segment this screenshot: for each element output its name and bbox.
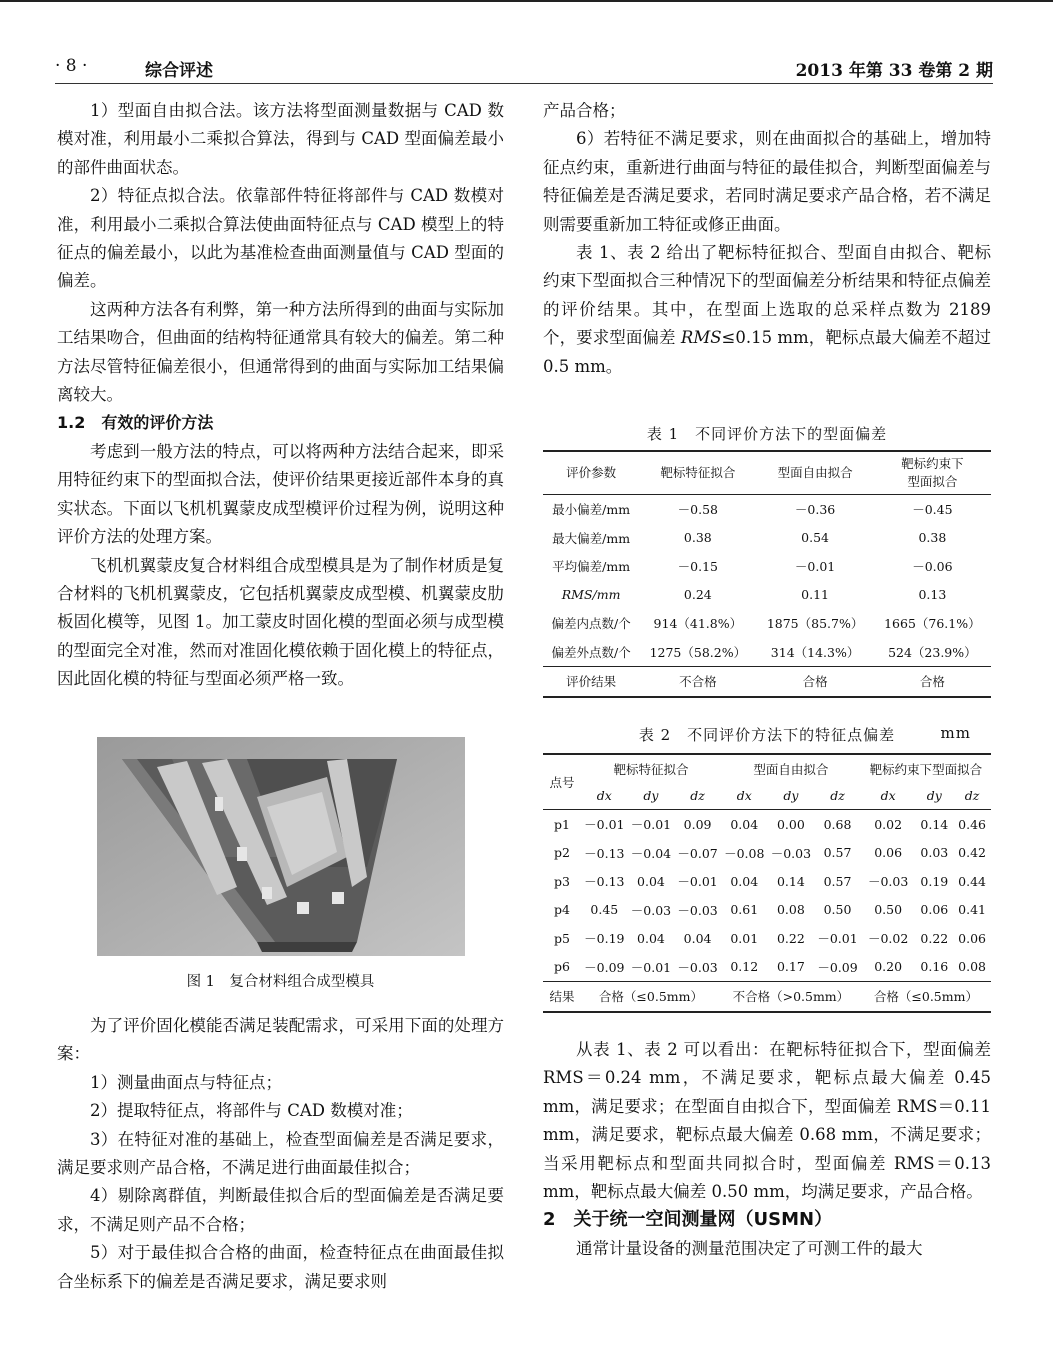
table-cell: 0.44 (958, 873, 987, 889)
table-row (543, 609, 991, 638)
table-cell: 524（23.9%） (888, 644, 977, 660)
paragraph: 飞机机翼蒙皮复合材料组合成型模具是为了制作材质是复合材料的飞机机翼蒙皮，它包括机翼蒙皮成型模、机翼蒙皮肋板固化模等，见图 1。加工蒙皮时固化模的型面必须与成型模的型面完全对准，然而对准固化模依赖于固化模上的特征点，因此固化模的特征与型面必须严格一致。 (57, 555, 504, 689)
table-cell: 0.01 (730, 930, 759, 946)
table-cell: 偏差内点数/个 (551, 616, 631, 632)
table-subheader: dz (674, 782, 721, 810)
left-column-lower (57, 1012, 504, 1296)
table-cell: －0.08 (724, 845, 765, 861)
table-cell: 0.04 (730, 873, 759, 889)
table-row (543, 667, 991, 697)
table-cell: RMS/mm (561, 587, 621, 603)
table-cell: 0.45 (590, 902, 619, 918)
table-cell: 0.22 (776, 930, 805, 946)
table-2-block (543, 724, 991, 1013)
text-run: ≤0.15 mm，靶标点最大偏差不超过 0.5 mm。 (543, 328, 991, 376)
table-cell: －0.36 (794, 502, 836, 518)
table-header: 评价参数 (543, 451, 639, 495)
table-cell: 0.12 (730, 959, 759, 975)
table-caption (543, 724, 991, 745)
table-cell: 0.03 (920, 845, 949, 861)
table-cell: 0.02 (874, 816, 903, 832)
table-row (543, 982, 991, 1012)
table-header: 点号 (543, 754, 581, 810)
table-cell: 0.06 (874, 845, 903, 861)
journal-issue: 2013 年第 33 卷第 2 期 (795, 61, 993, 81)
table-cell: 0.04 (730, 816, 759, 832)
table-cell: －0.01 (630, 817, 672, 833)
table-cell: －0.03 (630, 902, 672, 918)
paragraph (543, 239, 991, 381)
table-cell: －0.45 (912, 502, 953, 518)
table-cell: p5 (554, 930, 570, 946)
table-cell: －0.19 (584, 931, 625, 947)
table-cell: 0.61 (730, 902, 759, 918)
list-item: 5）对于最佳拟合合格的曲面，检查特征点在曲面最佳拟合坐标系下的偏差是否满足要求，满足要求则 (57, 1243, 504, 1291)
table-row (543, 638, 991, 667)
list-item: 4）剔除离群值，判断最佳拟合后的型面偏差是否满足要求，不满足则产品不合格； (57, 1186, 504, 1234)
table-cell: 1275（58.2%） (649, 644, 747, 660)
table-cell: －0.58 (677, 502, 719, 518)
paragraph: 从表 1、表 2 可以看出：在靶标特征拟合下，型面偏差 RMS＝0.24 mm，不满足要求，靶标点最大偏差 0.45 mm，满足要求；在型面自由拟合下，型面偏差 RMS＝0.11 mm，满足要求，靶标点最大偏差 0.68 mm，不满足要求；当采用靶标点和型面共同拟合时，型面偏差 RMS＝0.13 mm，靶标点最大偏差 0.50 mm，均满足要求，产品合格。 (543, 1040, 991, 1202)
top-rule (0, 0, 1053, 2)
caption-text: 表 2 不同评价方法下的特征点偏差 (638, 726, 896, 744)
table-unit: mm (940, 724, 971, 742)
table-subheader: dy (915, 782, 953, 810)
table-row (543, 839, 991, 868)
table-row (543, 867, 991, 896)
table-cell: 0.50 (874, 902, 903, 918)
table-cell: －0.01 (630, 959, 672, 975)
table-cell: 0.38 (683, 530, 712, 546)
table-cell: 最大偏差/mm (552, 530, 631, 546)
table-cell: 0.06 (958, 930, 987, 946)
table-cell: 1875（85.7%） (766, 616, 864, 632)
table-cell: －0.03 (677, 902, 718, 918)
right-column (543, 97, 991, 381)
table-cell: －0.01 (677, 874, 718, 890)
table-cell: －0.13 (584, 874, 625, 890)
table-cell: 0.24 (683, 587, 712, 603)
table-cell: 0.08 (958, 959, 987, 975)
table-cell: －0.06 (912, 559, 953, 575)
table-subheader: dz (953, 782, 991, 810)
list-item: 3）在特征对准的基础上，检查型面偏差是否满足要求，满足要求则产品合格，不满足进行曲面最佳拟合； (57, 1129, 504, 1178)
table-cell: p1 (554, 816, 570, 832)
table-cell: 0.14 (920, 816, 949, 832)
figure-caption: 图 1 复合材料组合成型模具 (186, 974, 375, 990)
table-cell: 0.14 (776, 873, 805, 889)
table-row (543, 896, 991, 925)
table-cell: 偏差外点数/个 (551, 644, 631, 660)
table-cell: 合格（≤0.5mm） (581, 982, 721, 1012)
table-cell: 0.04 (683, 930, 712, 946)
table-cell: 0.22 (920, 930, 949, 946)
table-1-block (543, 423, 991, 698)
paragraph: 这两种方法各有利弊，第一种方法所得到的曲面与实际加工结果吻合，但曲面的结构特征通常具有较大的偏差。第二种方法尽管特征偏差很小，但通常得到的曲面与实际加工结果偏离较大。 (57, 299, 504, 405)
table-cell: 不合格 (639, 667, 756, 697)
table-cell: －0.03 (867, 874, 909, 890)
table-caption: 表 1 不同评价方法下的型面偏差 (646, 425, 888, 443)
table-subheader: dy (628, 782, 675, 810)
table-header: 型面自由拟合 (756, 451, 873, 495)
page-header (55, 56, 993, 84)
table-cell: 平均偏差/mm (552, 559, 631, 575)
table-cell: －0.01 (817, 931, 858, 947)
table-cell: 0.09 (683, 816, 712, 832)
paragraph: 2）特征点拟合法。依靠部件特征将部件与 CAD 数模对准，利用最小二乘拟合算法使曲面特征点与 CAD 模型上的特征点的偏差最小，以此为基准检查曲面测量值与 CAD 型面的偏差。 (57, 186, 504, 291)
mold-illustration (97, 737, 465, 956)
table-cell: 0.04 (637, 930, 665, 946)
table-cell: 0.57 (823, 873, 852, 889)
table-cell: 1665（76.1%） (884, 616, 981, 632)
table-cell: －0.01 (794, 559, 836, 575)
table-subheader: dy (768, 782, 815, 810)
table-row (543, 581, 991, 610)
table-cell: 0.06 (920, 902, 949, 918)
table-row (543, 953, 991, 982)
table-cell: 914（41.8%） (653, 616, 743, 632)
section-heading: 1.2 有效的评价方法 (57, 413, 214, 433)
table-cell: p6 (554, 959, 570, 975)
table-2 (543, 753, 991, 1013)
text-run: 表 1、表 2 给出了靶标特征拟合、型面自由拟合、靶标约束下型面拟合三种情况下的型面偏差分析结果和特征点偏差的评价结果。其中，在型面上选取的总采样点数为 2189 个，要求型面偏差 (543, 243, 991, 348)
table-cell: 0.08 (776, 902, 805, 918)
table-cell: 0.38 (918, 530, 947, 546)
text-run: RMS (680, 328, 722, 348)
table-cell: 0.57 (823, 845, 852, 861)
list-item: 2）提取特征点，将部件与 CAD 数模对准； (90, 1101, 413, 1121)
table-cell: 0.00 (776, 816, 805, 832)
table-cell: －0.02 (867, 931, 909, 947)
paragraph: 为了评价固化模能否满足装配需求，可采用下面的处理方案： (57, 1016, 504, 1064)
table-cell: 0.11 (801, 587, 830, 603)
table-cell: 0.20 (874, 959, 903, 975)
table-subheader: dz (814, 782, 861, 810)
table-header: 型面自由拟合 (721, 754, 861, 782)
paragraph: 1）型面自由拟合法。该方法将型面测量数据与 CAD 数模对准，利用最小二乘拟合算法，得到与 CAD 型面偏差最小的部件曲面状态。 (57, 101, 504, 177)
table-cell: 最小偏差/mm (552, 502, 631, 518)
table-cell: 0.50 (823, 902, 852, 918)
table-cell: 不合格（>0.5mm） (721, 982, 861, 1012)
table-cell: 314（14.3%） (770, 644, 860, 660)
table-cell: p4 (554, 902, 570, 918)
paragraph: 产品合格； (543, 101, 626, 120)
right-column-lower (543, 1036, 991, 1263)
figure-mold-image (97, 737, 465, 956)
table-cell: 0.16 (920, 959, 949, 975)
table-cell: 评价结果 (543, 667, 639, 697)
table-cell: －0.03 (770, 845, 812, 861)
table-cell: －0.15 (677, 559, 719, 575)
left-column (57, 97, 504, 694)
table-cell: 合格 (874, 667, 991, 697)
table-cell: 0.19 (920, 873, 949, 889)
table-row (543, 552, 991, 581)
header-line: 型面拟合 (907, 474, 958, 489)
table-header: 靶标约束下型面拟合 (861, 754, 991, 782)
table-cell: －0.09 (817, 959, 858, 975)
paragraph: 6）若特征不满足要求，则在曲面拟合的基础上，增加特征点约束，重新进行曲面与特征的最佳拟合，判断型面偏差与特征偏差是否满足要求，若同时满足要求产品合格，若不满足则需要重新加工特征或修正曲面。 (543, 129, 991, 234)
table-cell: 0.41 (958, 902, 987, 918)
table-cell: －0.04 (630, 845, 672, 861)
table-cell: －0.01 (584, 817, 625, 833)
table-subheader: dx (721, 782, 768, 810)
table-cell: －0.13 (584, 845, 625, 861)
table-cell: 0.17 (776, 959, 805, 975)
table-header: 靶标特征拟合 (639, 451, 756, 495)
header-line: 靶标约束下 (901, 456, 964, 471)
table-cell: 0.54 (801, 530, 830, 546)
table-1 (543, 450, 991, 698)
table-row (543, 524, 991, 553)
table-header (874, 451, 991, 495)
header-rule (55, 83, 993, 84)
table-cell: p3 (554, 873, 570, 889)
table-cell: p2 (554, 845, 570, 861)
table-row (543, 495, 991, 524)
table-row (543, 810, 991, 839)
section-title: 综合评述 (145, 61, 213, 81)
table-cell: 0.42 (958, 845, 987, 861)
section-heading: 2 关于统一空间测量网（USMN） (543, 1209, 833, 1231)
table-cell: －0.09 (584, 959, 625, 975)
table-header: 靶标特征拟合 (581, 754, 721, 782)
table-subheader: dx (581, 782, 628, 810)
table-cell: －0.07 (677, 845, 718, 861)
table-cell: 0.68 (823, 816, 852, 832)
table-subheader: dx (861, 782, 916, 810)
table-cell: 结果 (543, 982, 581, 1012)
list-item: 1）测量曲面点与特征点； (90, 1072, 282, 1092)
table-cell: 0.04 (637, 873, 665, 889)
table-cell: 合格（≤0.5mm） (861, 982, 991, 1012)
table-cell: 0.46 (958, 816, 987, 832)
table-cell: 0.13 (918, 587, 947, 603)
table-cell: 合格 (756, 667, 873, 697)
paragraph: 通常计量设备的测量范围决定了可测工件的最大 (576, 1238, 923, 1258)
table-cell: －0.03 (677, 959, 718, 975)
page-number: · 8 · (55, 56, 88, 76)
paragraph: 考虑到一般方法的特点，可以将两种方法结合起来，即采用特征约束下的型面拟合法，使评价结果更接近部件本身的真实状态。下面以飞机机翼蒙皮成型模评价过程为例，说明这种评价方法的处理方案。 (57, 441, 504, 547)
table-row (543, 924, 991, 953)
